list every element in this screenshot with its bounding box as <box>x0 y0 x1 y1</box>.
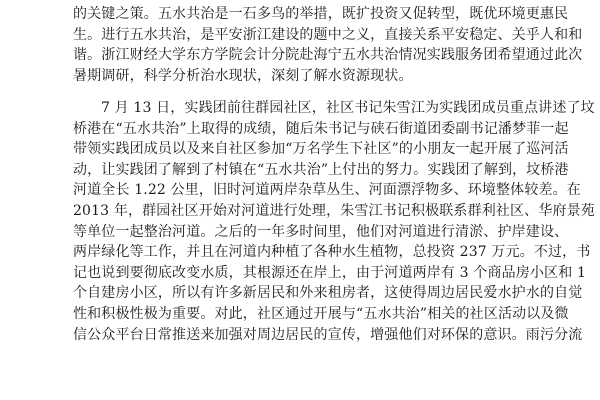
text-line: 生。进行五水共治，是平安浙江建设的题中之义，直接关系平安稳定、关乎人和和 <box>73 26 583 43</box>
text-line: 的关键之策。五水共治是一石多鸟的举措，既扩投资又促转型，既优环境更惠民 <box>73 6 569 22</box>
text-line: 记也说到要彻底改变水质，其根源还在岸上，由于河道两岸有 3 个商品房小区和 1 <box>73 264 587 281</box>
text-line: 个自建房小区，所以有许多新居民和外来租房者，这使得周边居民爱水护水的自觉 <box>73 285 583 302</box>
text-line: 信公众平台日常推送来加强对周边居民的宣传，增强他们对环保的意识。雨污分流 <box>73 326 583 343</box>
text-line: 等单位一起整治河道。之后的一年多时间里，他们对河道进行清淤、护岸建设、 <box>73 223 569 240</box>
text-line: 2013 年，群园社区开始对河道进行处理，朱雪江书记积极联系群利社区、华府景苑 <box>73 202 595 219</box>
text-line: 暑期调研，科学分析治水现状，深刻了解水资源现状。 <box>73 67 413 84</box>
paragraph-field-visit <box>73 98 595 345</box>
text-line: 性和积极性极为重要。对此，社区通过开展与“五水共治”相关的社区活动以及微 <box>73 305 569 322</box>
text-line: 河道全长 1.22 公里，旧时河道两岸杂草丛生、河面漂浮物多、环境整体较差。在 <box>73 182 581 199</box>
text-line: 动，让实践团了解到了村镇在“五水共治”上付出的努力。实践团了解到，坟桥港 <box>73 161 569 178</box>
paragraph-intro-continued <box>73 4 583 86</box>
text-line: 7 月 13 日，实践团前往群园社区，社区书记朱雪江为实践团成员重点讲述了坟 <box>101 100 595 116</box>
text-line: 两岸绿化等工作，并且在河道内种植了各种水生植物，总投资 237 万元。不过，书 <box>73 244 591 261</box>
text-line: 谐。浙江财经大学东方学院会计分院赴海宁五水共治情况实践服务团希望通过此次 <box>73 47 583 64</box>
text-line: 带领实践团成员以及来自社区参加“万名学生下社区”的小朋友一起开展了巡河活 <box>73 141 569 158</box>
text-line: 桥港在“五水共治”上取得的成绩，随后朱书记与硖石街道团委副书记潘梦菲一起 <box>73 120 569 137</box>
